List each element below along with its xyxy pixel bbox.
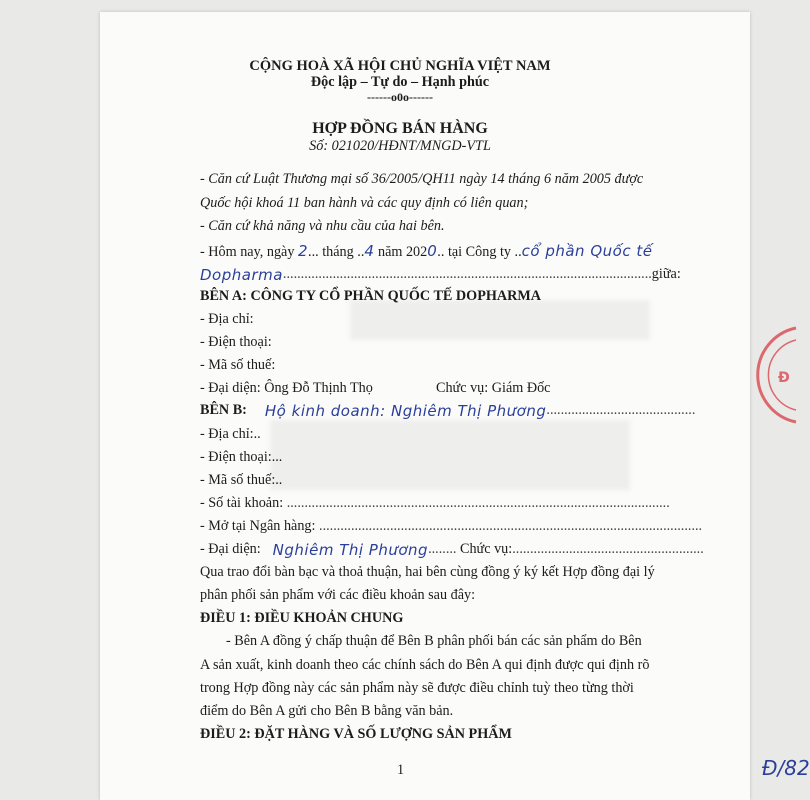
- label: năm 202: [377, 244, 428, 260]
- year-handwritten: 0: [427, 242, 438, 260]
- company-handwritten: cổ phần Quốc tế: [521, 242, 653, 260]
- article-2-heading: ĐIỀU 2: ĐẶT HÀNG VÀ SỐ LƯỢNG SẢN PHẨM: [200, 726, 512, 742]
- nation-header: CỘNG HOÀ XÃ HỘI CHỦ NGHĨA VIỆT NAM: [249, 58, 551, 74]
- handwritten-initials: Đ/82: [762, 756, 810, 780]
- day-handwritten: 2: [297, 242, 309, 260]
- party-b-rep: - Đại diện: Nghiêm Thị Phương ........ Chức vụ: ......................................................: [200, 541, 704, 559]
- party-b-heading: BÊN B:: [200, 402, 247, 418]
- intro-text: Qua trao đổi bàn bạc và thoả thuận, hai bên cùng đồng ý ký kết Hợp đồng đại lý: [200, 564, 655, 580]
- basis-1-cont: Quốc hội khoá 11 ban hành và các quy định có liên quan;: [200, 195, 529, 211]
- basis-1: - Căn cứ Luật Thương mại số 36/2005/QH11 ngày 14 tháng 6 năm 2005 được: [200, 171, 644, 187]
- party-b-address: - Địa chỉ:..: [200, 426, 261, 442]
- label: Chức vụ:: [460, 541, 513, 557]
- party-b-phone: - Điện thoại:...: [200, 449, 283, 465]
- article-1-text: A sản xuất, kinh doanh theo các chính sách do Bên A qui định được qui định rõ: [200, 657, 650, 673]
- party-b-line: BÊN B: Hộ kinh doanh: Nghiêm Thị Phương ..........................................: [200, 402, 696, 420]
- motto: Độc lập – Tự do – Hạnh phúc: [310, 74, 490, 90]
- date-line: [200, 242, 652, 261]
- label: .. tại Công ty ..: [437, 244, 522, 260]
- contract-title: HỢP ĐỒNG BÁN HÀNG: [312, 120, 488, 137]
- svg-text:Đ: Đ: [778, 370, 790, 386]
- page-number: 1: [397, 762, 405, 778]
- month-handwritten: 4: [364, 242, 375, 260]
- party-b-name-handwritten: Hộ kinh doanh: Nghiêm Thị Phương: [264, 402, 547, 420]
- label: - Mở tại Ngân hàng:: [200, 518, 316, 534]
- party-a-tax: - Mã số thuế:: [200, 357, 276, 373]
- party-b-bank: - Mở tại Ngân hàng: ............................................................................................................: [200, 518, 703, 534]
- company-line: Dopharma ........................................................................................................ giữa:: [200, 266, 681, 284]
- redacted-area: [350, 300, 650, 340]
- basis-2: - Căn cứ khả năng và nhu cầu của hai bên.: [200, 218, 445, 234]
- intro-text: phân phối sản phẩm với các điều khoản sau đây:: [200, 587, 476, 603]
- redacted-area: [270, 420, 630, 490]
- label: - Số tài khoản:: [200, 495, 284, 511]
- party-a-rep: - Đại diện: Ông Đỗ Thịnh Thọ: [200, 380, 373, 396]
- label: - Đại diện:: [200, 541, 261, 557]
- article-1-text: trong Hợp đồng này các sản phẩm này sẽ được điều chỉnh tuỳ theo từng thời: [200, 680, 634, 696]
- company-stamp: [738, 320, 796, 430]
- label: - Hôm nay, ngày: [200, 244, 295, 260]
- party-a-address: - Địa chỉ:: [200, 311, 254, 327]
- party-a-position: Chức vụ: Giám Đốc: [436, 380, 551, 396]
- contract-number: Số: 021020/HĐNT/MNGD-VTL: [309, 138, 491, 154]
- label: giữa:: [651, 266, 681, 282]
- label: ... tháng ..: [308, 244, 365, 260]
- party-a-phone: - Điện thoại:: [200, 334, 272, 350]
- party-b-rep-handwritten: Nghiêm Thị Phương: [272, 541, 429, 559]
- article-1-text: điểm do Bên A gửi cho Bên B bằng văn bản.: [200, 703, 454, 719]
- party-b-tax: - Mã số thuế:..: [200, 472, 283, 488]
- company-handwritten: Dopharma: [200, 266, 283, 284]
- article-1-text: - Bên A đồng ý chấp thuận để Bên B phân phối bán các sản phẩm do Bên: [226, 633, 642, 649]
- article-1-heading: ĐIỀU 1: ĐIỀU KHOẢN CHUNG: [200, 610, 404, 626]
- divider: ------o0o------: [367, 90, 433, 104]
- party-a-heading: BÊN A: CÔNG TY CỔ PHẦN QUỐC TẾ DOPHARMA: [200, 288, 542, 304]
- party-b-account: - Số tài khoản: ............................................................................................................: [200, 495, 670, 511]
